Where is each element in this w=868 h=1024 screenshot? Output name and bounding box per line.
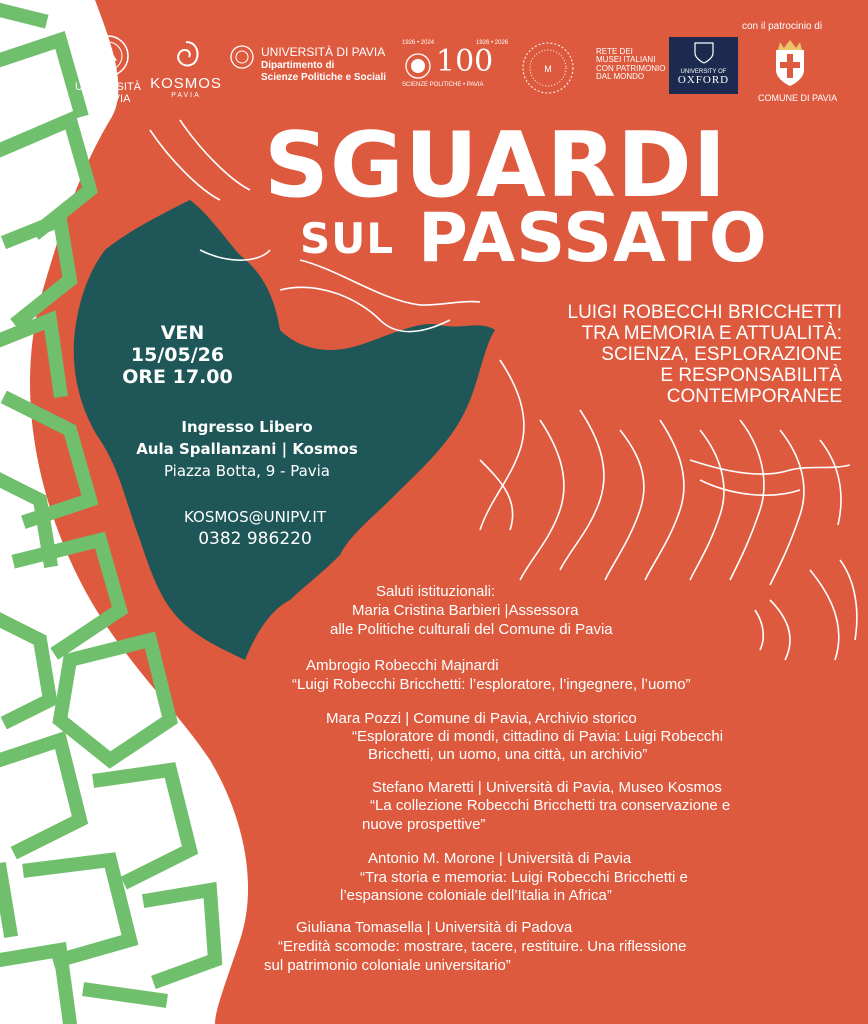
dept-uni: UNIVERSITÀ DI PAVIA (261, 45, 386, 59)
talk-speaker: Antonio M. Morone | Università di Pavia (368, 850, 632, 867)
logo-rete-musei (596, 48, 666, 82)
talk-speaker: Ambrogio Robecchi Majnardi (306, 657, 499, 674)
event-phone[interactable]: 0382 986220 (198, 529, 312, 549)
centenary-seal-icon (404, 52, 432, 80)
talk-title: “Esploratore di mondi, cittadino di Pavia: Luigi Robecchi (352, 728, 724, 745)
title-line2b: PASSATO (418, 199, 768, 278)
unipv-name-2: DI PAVIA (85, 92, 131, 105)
subtitle (482, 302, 842, 407)
centenary-number: 100 (436, 44, 494, 79)
talk-title-cont: sul patrimonio coloniale universitario” (264, 957, 511, 974)
greet-line2: alle Politiche culturali del Comune di Pavia (330, 621, 613, 638)
event-location (92, 416, 402, 482)
unipv-name-1: UNIVERSITÀ (74, 81, 141, 93)
kosmos-name: KOSMOS (150, 75, 222, 92)
comune-label: COMUNE DI PAVIA (758, 93, 838, 103)
subtitle-line4: E RESPONSABILITÀ (660, 365, 842, 386)
talk-title-cont: l’espansione coloniale dell’Italia in Africa” (340, 887, 612, 904)
talk-title: “La collezione Robecchi Bricchetti tra conservazione e (370, 797, 731, 814)
talk-speaker: Mara Pozzi | Comune di Pavia, Archivio storico (326, 710, 637, 727)
subtitle-line3: SCIENZA, ESPLORAZIONE (601, 344, 842, 365)
oxford-line2: OXFORD (677, 74, 730, 87)
talk-title: “Tra storia e memoria: Luigi Robecchi Bricchetti e (360, 869, 688, 886)
event-day: VEN (160, 322, 205, 344)
event-venue: Aula Spallanzani | Kosmos (136, 440, 358, 458)
logo-oxford (669, 37, 738, 94)
talk-speaker: Stefano Maretti | Università di Pavia, Museo Kosmos (372, 779, 722, 796)
logo-kosmos (142, 38, 230, 99)
talk-title-cont: nuove prospettive” (362, 816, 486, 833)
talk-speaker: Giuliana Tomasella | Università di Padova (296, 919, 573, 936)
event-entry: Ingresso Libero (181, 418, 313, 436)
dept-seal-icon (229, 44, 255, 70)
greet-label: Saluti istituzionali: (376, 583, 496, 600)
title-line2a: SUL (300, 214, 395, 263)
rete-line1: RETE DEI (596, 47, 633, 56)
subtitle-line2: TRA MEMORIA E ATTUALITÀ: (581, 323, 842, 344)
dept-line1: Dipartimento di (261, 60, 335, 71)
centenary-caption: SCIENZE POLITICHE • PAVIA (402, 82, 484, 88)
rete-musei-icon (520, 40, 576, 96)
talk-title: “Eredità scomode: mostrare, tacere, restituire. Una riflessione (278, 938, 687, 955)
rete-line3: CON PATRIMONIO (596, 63, 666, 73)
event-email[interactable]: KOSMOS@UNIPV.IT (184, 508, 326, 526)
rete-line2: MUSEI ITALIANI (596, 55, 656, 65)
patronage-label: con il patrocinio di (742, 21, 823, 32)
greet-line1: Maria Cristina Barbieri |Assessora (352, 602, 579, 619)
talk-title-cont: Bricchetti, un uomo, una città, un archivio” (368, 746, 648, 763)
event-contacts (130, 506, 380, 550)
oxford-crest-icon (693, 41, 715, 65)
centenary-years-left: 1926 • 2024 (402, 40, 435, 46)
comune-crest-icon (770, 38, 810, 90)
kosmos-sub: PAVIA (171, 91, 201, 99)
rete-line4: DAL MONDO (596, 72, 645, 82)
subtitle-line1: LUIGI ROBECCHI BRICCHETTI (567, 302, 842, 323)
event-address: Piazza Botta, 9 - Pavia (163, 462, 331, 480)
logo-unipv (72, 34, 144, 105)
title-line1: SGUARDI (264, 113, 728, 218)
dept-line2: Scienze Politiche e Sociali (261, 72, 387, 83)
event-datetime (110, 322, 245, 388)
svg-text:M: M (544, 64, 552, 74)
centenary-years-right: 1926 • 2026 (476, 40, 509, 46)
logo-centenary (402, 40, 512, 92)
event-time: ORE 17.00 (122, 366, 233, 388)
unipv-seal-icon (86, 34, 130, 78)
talk-title: “Luigi Robecchi Bricchetti: l’esploratore, l’ingegnere, l’uomo” (292, 676, 691, 693)
event-date: 15/05/26 (130, 344, 225, 366)
kosmos-shell-icon (169, 38, 203, 72)
subtitle-line5: CONTEMPORANEE (666, 386, 842, 407)
oxford-line1: UNIVERSITY OF (680, 69, 727, 75)
